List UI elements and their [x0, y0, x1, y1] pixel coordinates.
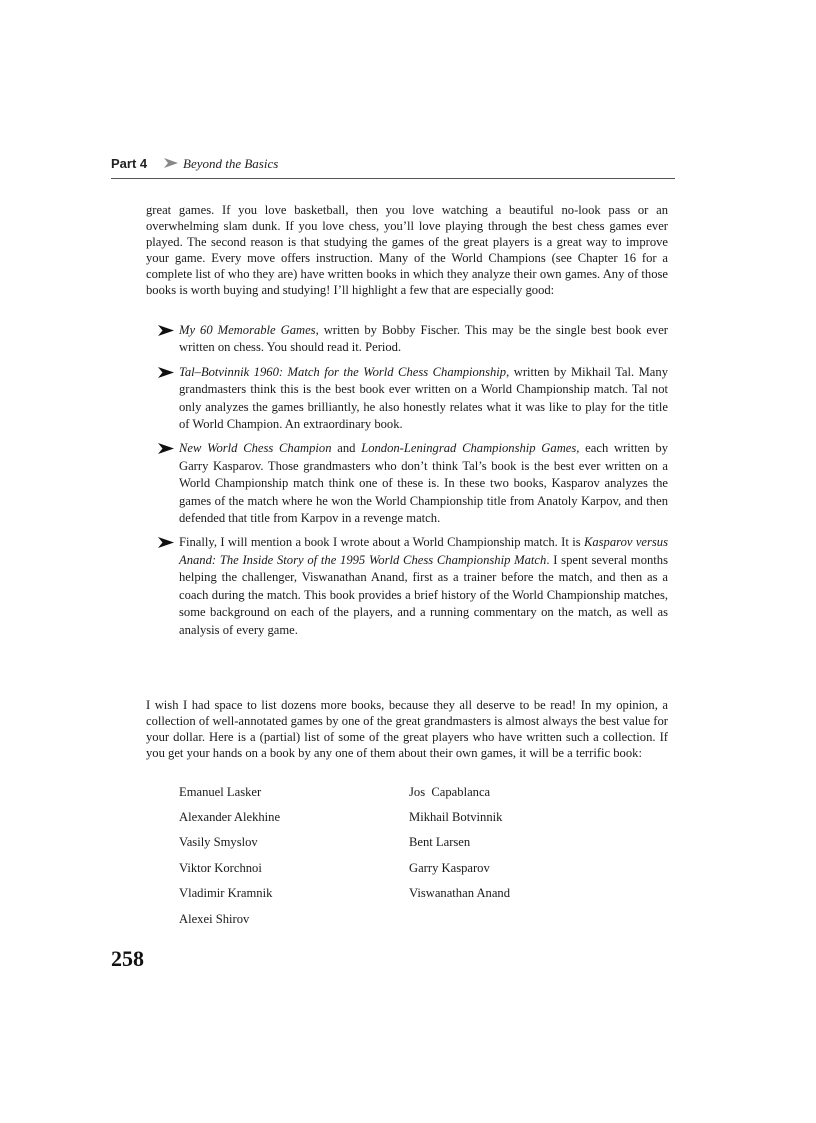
players-paragraph: I wish I had space to list dozens more books, because they all deserve to be read! In my opinion, a collection of well-annotated games by one of the great grandmasters is almost always the best value for your dollar. Here is a (partial) list of some of the great players who have written such a collection. If you get your hands on a book by any one of them about their own games, it will be a terrific book: — [146, 698, 668, 760]
book-title: Kasparov versus Anand: The Inside Story of the 1995 World Chess Championship Match — [179, 535, 668, 567]
intro-paragraph: great games. If you love basketball, then you love watching a beautiful no-look pass or an overwhelming slam dunk. If you love chess, you’ll love playing through the best chess games ever played. The second reason is that studying the games of the great players is a great way to improve your game. Every move offers instruction. Many of the World Champions (see Chapter 16 for a complete list of who they are) have written books in which they analyze their own games. Any of those books is worth buying and studying! I’ll highlight a few that are especially good: — [146, 203, 668, 297]
running-head — [111, 156, 675, 179]
book-description: each written by Garry Kasparov. Those grandmasters who don’t think Tal’s book is the best ever written on a World Championship match think one of these is. In these two books, Kasparov analyzes the games of the match where he won the World Championship title from Anatoly Karpov, and then defended that title from Karpov in a revenge match. — [179, 441, 668, 526]
part-label: Part 4 — [111, 156, 148, 171]
list-item — [146, 534, 668, 638]
section-title: Beyond the Basics — [183, 156, 279, 171]
player-name: Vladimir Kramnik — [179, 886, 273, 900]
player-name: Vasily Smyslov — [179, 835, 258, 849]
book-title: New World Chess Champion — [179, 441, 332, 456]
player-name: Alexei Shirov — [179, 912, 250, 926]
player-name: Viktor Korchnoi — [179, 861, 262, 875]
arrow-icon — [164, 158, 178, 168]
book-description: . I spent several months helping the challenger, Viswanathan Anand, first as a trainer before the match, and then as a coach during the match. This book provides a brief history of the World Championship matches, some background on each of the players, and a running commentary on the match, as well as analysis of every game. — [179, 552, 669, 637]
arrow-bullet-icon — [158, 325, 174, 336]
arrow-bullet-icon — [158, 443, 174, 454]
list-item — [146, 364, 668, 434]
book-lead: Finally, I will mention a book I wrote about a World Championship match. It is — [179, 535, 584, 550]
arrow-bullet-icon — [158, 537, 174, 548]
player-name: Viswanathan Anand — [409, 886, 511, 900]
list-item — [146, 322, 668, 357]
book-list — [146, 322, 668, 646]
player-name: Jos Capablanca — [409, 785, 491, 799]
player-name: Garry Kasparov — [409, 861, 490, 875]
book-title: Tal–Botvinnik 1960: Match for the World Chess Championship — [179, 364, 507, 379]
book-title: My 60 Memorable Games, — [179, 323, 319, 337]
player-name: Alexander Alekhine — [179, 810, 281, 824]
book-description: , written by Mikhail Tal. Many grandmasters think this is the best book ever written on a World Championship match. Tal not only analyzes the games brilliantly, he also honestly relates what it was like to play for the title of World Champion. An extraordinary book. — [179, 364, 668, 432]
page-number: 258 — [111, 946, 144, 971]
title-connector: and — [331, 441, 362, 456]
book-description: written by Bobby Fischer. This may be the single best book ever written on chess. You should read it. Period. — [179, 323, 668, 355]
player-name: Mikhail Botvinnik — [409, 810, 503, 824]
arrow-bullet-icon — [158, 367, 174, 378]
book-title-2: London-Leningrad Championship Games, — [361, 441, 580, 456]
player-name: Bent Larsen — [409, 835, 471, 849]
player-name: Emanuel Lasker — [179, 785, 262, 799]
list-item — [146, 440, 668, 527]
